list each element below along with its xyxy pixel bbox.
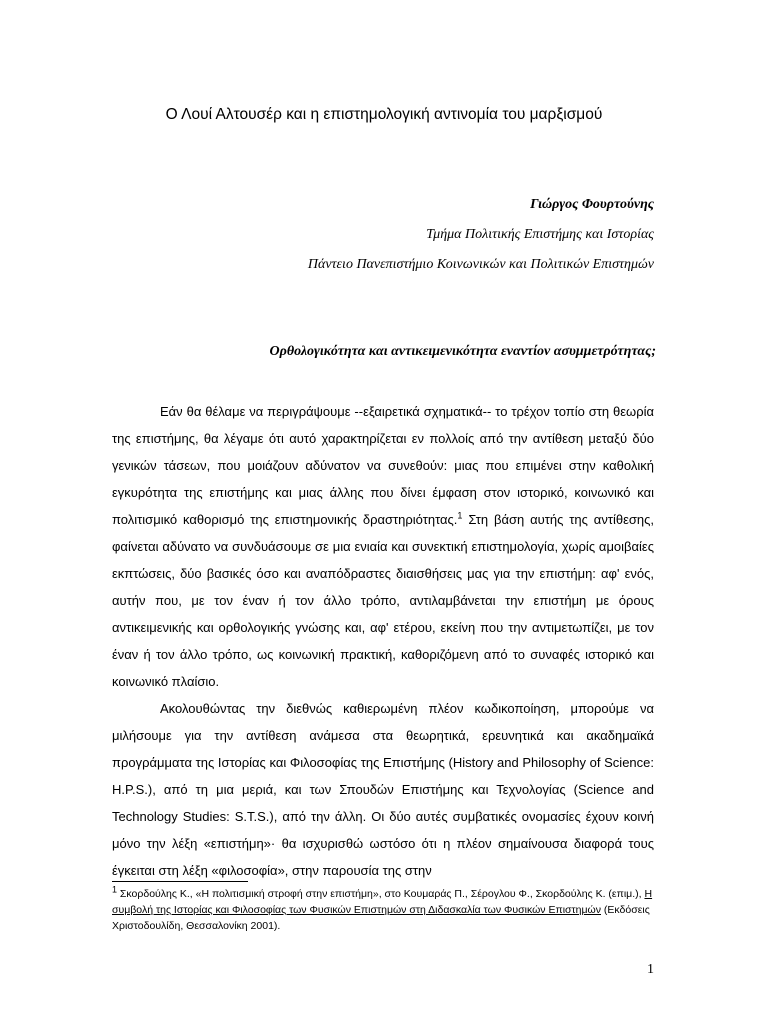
footnote-text-a: Σκορδούλης Κ., «Η πολιτισμική στροφή στην επιστήμη», στο Κουμαράς Π., Σέρογλου Φ., Σκορδούλης Κ. (επιμ.), <box>117 888 645 900</box>
author-name: Γιώργος Φουρτούνης <box>530 197 654 212</box>
footnote-book-title: Η συμβολή της Ιστορίας και Φιλοσοφίας των Φυσικών Επιστημών στη Διδασκαλία των Φυσικών Επιστημών <box>112 888 653 916</box>
footnote-number: 1 <box>112 884 118 895</box>
paragraph-1 <box>112 398 654 695</box>
footnote <box>112 886 654 934</box>
author-block <box>308 190 654 280</box>
footnote-divider <box>112 881 248 882</box>
page-number: 1 <box>647 962 654 977</box>
body-text <box>112 398 654 884</box>
footnote-reference[interactable]: 1 <box>457 510 463 521</box>
author-department: Τμήμα Πολιτικής Επιστήμης και Ιστορίας <box>426 227 654 242</box>
paragraph-2: Ακολουθώντας την διεθνώς καθιερωμένη πλέον κωδικοποίηση, μπορούμε να μιλήσουμε για την αντίθεση ανάμεσα στα θεωρητικά, ερευνητικά και ακαδημαϊκά προγράμματα της Ιστορίας και Φιλοσοφίας της Επιστήμης (History and Philosophy of Science: H.P.S.), από τη μια μεριά, και των Σπουδών Επιστήμης και Τεχνολογίας (Science and Technology Studies: S.T.S.), από την άλλη. Οι δύο αυτές συμβατικές ονομασίες έχουν κοινή μόνο την λέξη «επιστήμη»· θα ισχυρισθώ ωστόσο ότι η πλέον σημαίνουσα διαφορά τους έγκειται στη λέξη «φιλοσοφία», στην παρουσία της στην <box>112 701 654 878</box>
paragraph-1-text-a: Εάν θα θέλαμε να περιγράψουμε --εξαιρετικά σχηματικά-- το τρέχον τοπίο στη θεωρία της επιστήμης, θα λέγαμε ότι αυτό χαρακτηρίζεται εν πολλοίς από την αντίθεση μεταξύ δύο γενικών τάσεων, που μοιάζουν αδύνατον να συνεθούν: μιας που επιμένει στην καθολική εγκυρότητα της επιστήμης και μιας άλλης που δίνει έμφαση στον ιστορικό, κοινωνικό και πολιτισμικό καθορισμό της επιστημονικής δραστηριότητας. <box>112 404 654 527</box>
document-title: Ο Λουί Αλτουσέρ και η επιστημολογική αντινομία του μαρξισμού <box>165 106 603 123</box>
section-heading: Ορθολογικότητα και αντικειμενικότητα εναντίον ασυμμετρότητας; <box>269 344 656 359</box>
paragraph-1-text-b: Στη βάση αυτής της αντίθεσης, φαίνεται αδύνατο να συνδυάσουμε σε μια ενιαία και συνεκτική επιστημολογία, χωρίς αμοιβαίες εκπτώσεις, δύο βασικές όσο και αναπόδραστες διαισθήσεις μας για την επιστήμη: αφ' ενός, αυτήν που, με τον έναν ή τον άλλο τρόπο, αντιλαμβάνεται την επιστήμη με όρους αντικειμενικής και ορθολογικής γνώσης και, αφ' ετέρου, εκείνη που την αντιμετωπίζει, με τον έναν ή τον άλλο τρόπο, ως κοινωνική πρακτική, καθοριζόμενη από το συναφές ιστορικό και κοινωνικό πλαίσιο. <box>112 512 655 689</box>
footnote-text-b: (Εκδόσεις Χριστοδουλίδη, Θεσσαλονίκη 2001). <box>112 904 650 932</box>
author-university: Πάντειο Πανεπιστήμιο Κοινωνικών και Πολιτικών Επιστημών <box>307 257 654 272</box>
